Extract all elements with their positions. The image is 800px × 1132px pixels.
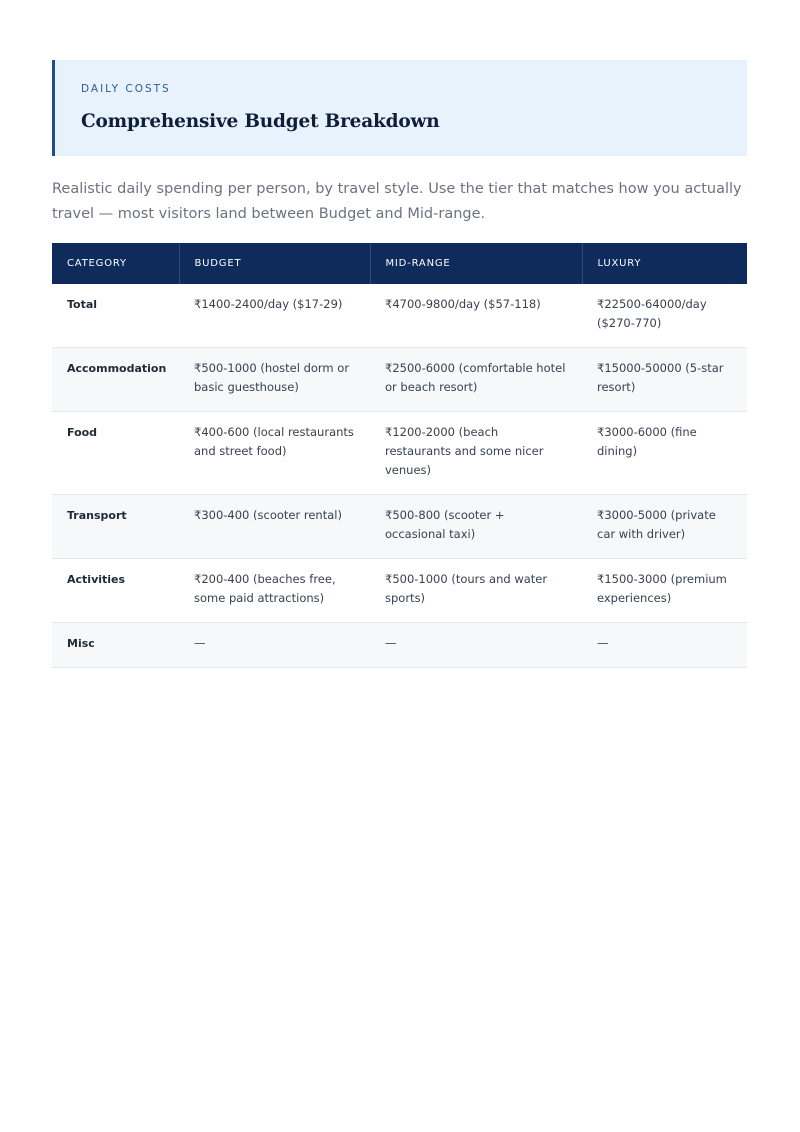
cell-luxury: — (597, 636, 609, 650)
cell-luxury: ₹3000-5000 (private car with driver) (597, 508, 716, 541)
budget-table (52, 243, 747, 668)
cell-luxury: ₹22500-64000/day ($270-770) (597, 297, 707, 330)
cell-budget: ₹1400-2400/day ($17-29) (194, 297, 343, 311)
row-category: Activities (67, 573, 126, 586)
cell-luxury: ₹3000-6000 (fine dining) (597, 425, 697, 458)
cell-midrange: ₹1200-2000 (beach restaurants and some nicer venues) (385, 425, 544, 477)
row-category: Food (67, 426, 98, 439)
table-row (52, 495, 747, 559)
cell-budget: ₹200-400 (beaches free, some paid attractions) (194, 572, 336, 605)
table-row (52, 284, 747, 348)
cell-budget: — (194, 636, 206, 650)
cell-midrange: — (385, 636, 397, 650)
cell-budget: ₹300-400 (scooter rental) (194, 508, 342, 522)
header-budget: BUDGET (179, 243, 370, 284)
cell-luxury: ₹15000-50000 (5-star resort) (597, 361, 724, 394)
table-row (52, 623, 747, 668)
header-category: CATEGORY (52, 243, 179, 284)
cell-midrange: ₹500-1000 (tours and water sports) (385, 572, 548, 605)
header-midrange: MID-RANGE (370, 243, 582, 284)
cell-budget: ₹500-1000 (hostel dorm or basic guesthouse) (194, 361, 350, 394)
cell-midrange: ₹500-800 (scooter + occasional taxi) (385, 508, 505, 541)
table-row (52, 412, 747, 495)
cell-budget: ₹400-600 (local restaurants and street food) (194, 425, 354, 458)
section-eyebrow: DAILY COSTS (81, 83, 171, 95)
table-row (52, 348, 747, 412)
table-row (52, 559, 747, 623)
row-category: Accommodation (67, 362, 167, 375)
cell-midrange: ₹4700-9800/day ($57-118) (385, 297, 541, 311)
header-luxury: LUXURY (597, 258, 642, 269)
intro-paragraph: Realistic daily spending per person, by travel style. Use the tier that matches how you actually travel — most visitors land between Budget and Mid-range. (52, 181, 742, 222)
cell-midrange: ₹2500-6000 (comfortable hotel or beach resort) (385, 361, 566, 394)
row-category: Transport (67, 509, 127, 522)
row-category: Total (67, 298, 98, 311)
cell-luxury: ₹1500-3000 (premium experiences) (597, 572, 727, 605)
section-callout (52, 60, 747, 156)
section-title: Comprehensive Budget Breakdown (81, 111, 440, 132)
row-category: Misc (67, 637, 95, 650)
table-header-row (52, 243, 747, 284)
